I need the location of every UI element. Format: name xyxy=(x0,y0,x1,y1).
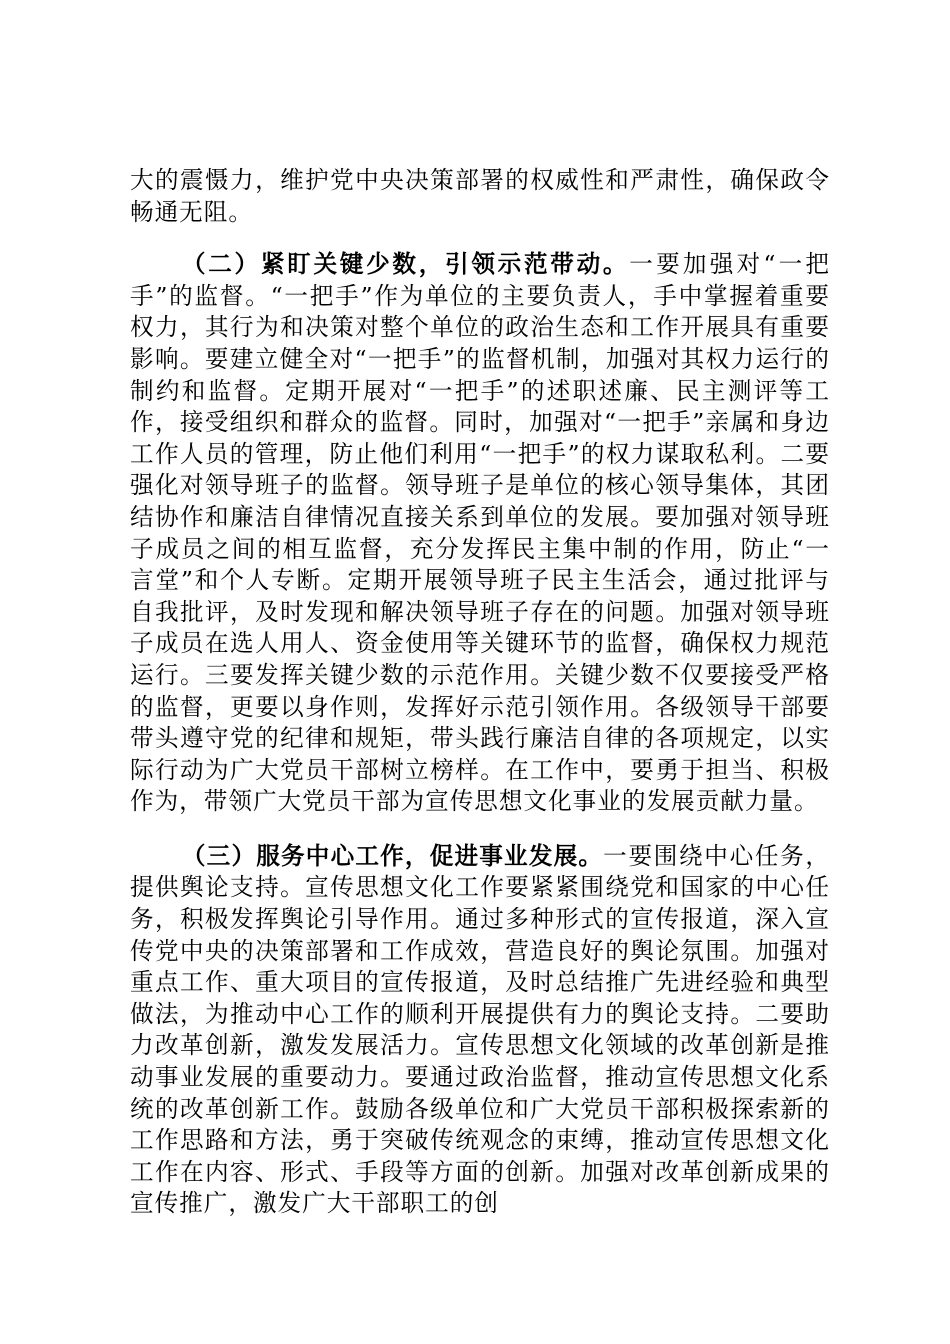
paragraph-text: 一要围绕中心任务，提供舆论支持。宣传思想文化工作要紧紧围绕党和国家的中心任务，积极发挥舆论引导作用。通过多种形式的宣传报道，深入宣传党中央的决策部署和工作成效，营造良好的舆论氛围。加强对重点工作、重大项目的宣传报道，及时总结推广先进经验和典型做法，为推动中心工作的顺利开展提供有力的舆论支持。二要助力改革创新，激发发展活力。宣传思想文化领域的改革创新是推动事业发展的重要动力。要通过政治监督，推动宣传思想文化系统的改革创新工作。鼓励各级单位和广大党员干部积极探索新的工作思路和方法，勇于突破传统观念的束缚，推动宣传思想文化工作在内容、形式、手段等方面的创新。加强对改革创新成果的宣传推广，激发广大干部职工的创 xyxy=(130,841,831,1218)
paragraph-section-three xyxy=(130,841,830,1220)
paragraph-section-two xyxy=(130,249,830,818)
document-page xyxy=(130,165,830,1220)
section-heading: （三）服务中心工作，促进事业发展。 xyxy=(181,841,604,870)
section-heading: （二）紧盯关键少数，引领示范带动。 xyxy=(181,250,630,279)
paragraph-text: 一要加强对“一把手”的监督。“一把手”作为单位的主要负责人，手中掌握着重要权力，其行为和决策对整个单位的政治生态和工作开展具有重要影响。要建立健全对“一把手”的监督机制，加强对其权力运行的制约和监督。定期开展对“一把手”的述职述廉、民主测评等工作，接受组织和群众的监督。同时，加强对“一把手”亲属和身边工作人员的管理，防止他们利用“一把手”的权力谋取私利。二要强化对领导班子的监督。领导班子是单位的核心领导集体，其团结协作和廉洁自律情况直接关系到单位的发展。要加强对领导班子成员之间的相互监督，充分发挥民主集中制的作用，防止“一言堂”和个人专断。定期开展领导班子民主生活会，通过批评与自我批评，及时发现和解决领导班子存在的问题。加强对领导班子成员在选人用人、资金使用等关键环节的监督，确保权力规范运行。三要发挥关键少数的示范作用。关键少数不仅要接受严格的监督，更要以身作则，发挥好示范引领作用。各级领导干部要带头遵守党的纪律和规矩，带头践行廉洁自律的各项规定，以实际行动为广大党员干部树立榜样。在工作中，要勇于担当、积极作为，带领广大党员干部为宣传思想文化事业的发展贡献力量。 xyxy=(130,250,831,816)
paragraph-text: 大的震慑力，维护党中央决策部署的权威性和严肃性，确保政令畅通无阻。 xyxy=(130,166,830,226)
paragraph-continuation xyxy=(130,165,830,228)
